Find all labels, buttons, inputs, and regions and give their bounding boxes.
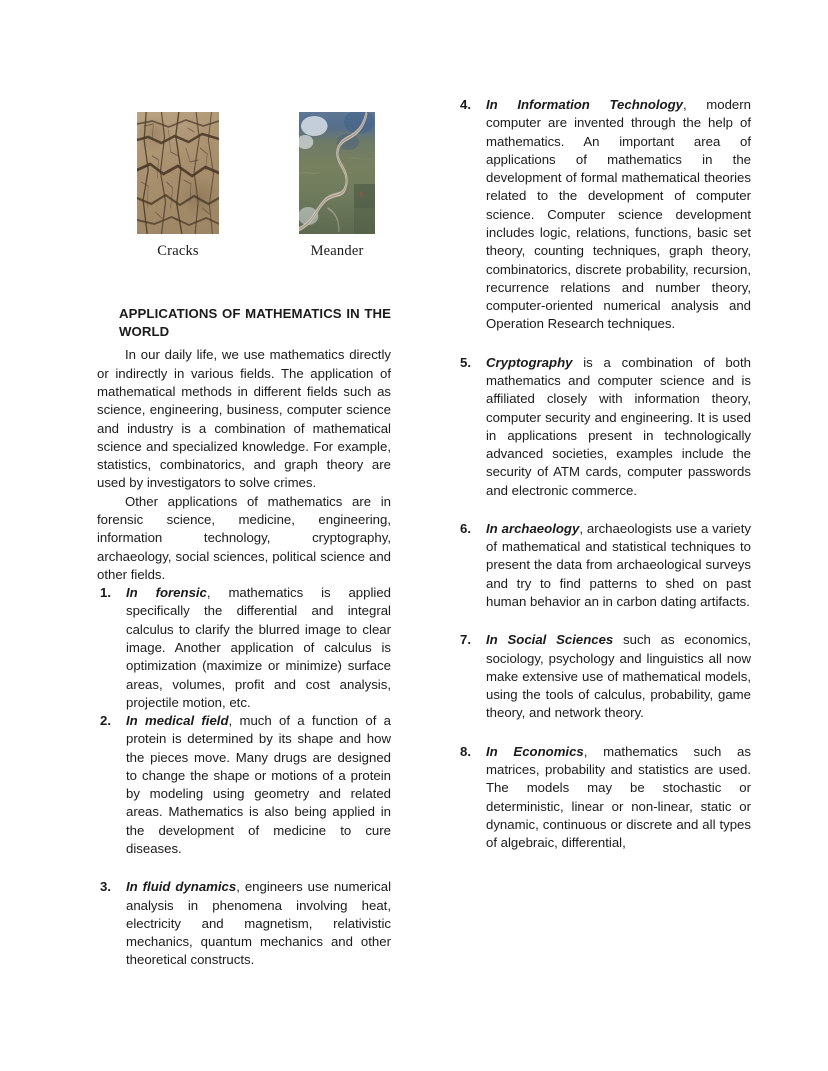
list-item-lead: In Economics — [486, 743, 584, 759]
intro-paragraph-1: In our daily life, we use mathematics directly or indirectly in various fields. The application of mathematical methods in different fields such as science, engineering, business, computer science and industry is a combination of mathematical science and specialized knowledge. For example, statistics, combinatorics, and graph theory are used by investigators to solve crimes. — [97, 347, 391, 491]
aerial-river-photo — [299, 112, 375, 234]
list-item — [97, 712, 391, 858]
list-item-number: 8. — [460, 743, 471, 759]
intro-paragraph-2: Other applications of mathematics are in forensic science, medicine, engineering, information technology, cryptography, archaeology, social sciences, political science and other fields. — [97, 493, 391, 582]
list-item — [457, 354, 751, 500]
list-item-body: , mathematics such as matrices, probability and statistics are used. The models may be stochastic or deterministic, linear or non-linear, static or dynamic, continuous or discrete and all types of algebraic, differential, — [486, 743, 751, 851]
list-item-lead: In Social Sciences — [486, 632, 614, 648]
list-item — [457, 743, 751, 853]
figure-caption-meander: Meander — [310, 243, 364, 259]
figure-caption-cracks: Cracks — [157, 243, 199, 259]
list-item — [97, 878, 391, 969]
list-item-lead: In archaeology — [486, 520, 580, 536]
list-item-number: 3. — [100, 879, 111, 895]
right-column — [457, 96, 751, 852]
list-item-number: 4. — [460, 97, 471, 112]
list-item-number: 6. — [460, 520, 471, 536]
list-item-number: 7. — [460, 632, 471, 648]
figure-row — [97, 96, 415, 276]
list-item-number: 1. — [100, 585, 111, 601]
cracked-earth-photo — [137, 112, 219, 234]
list-item — [97, 584, 391, 712]
list-item-lead: In forensic — [126, 585, 207, 601]
list-item-body: , modern computer are invented through the help of mathematics. An important area of applications of mathematics in the development of formal mathematical theories related to the development of computer science. Computer science development includes logic, relations, functions, basic set theory, counting techniques, graph theory, combinatorics, discrete probability, recursion, recurrence relations and number theory, computer-oriented numerical analysis and Operation Research techniques. — [486, 97, 751, 332]
list-item-lead: In fluid dynamics — [126, 879, 237, 895]
list-item-lead: In Information Technology — [486, 97, 683, 112]
list-item — [457, 631, 751, 722]
list-item-body: , mathematics is applied specifically the differential and integral calculus to clarify the blurred image to clear image. Another application of calculus is optimization (maximize or minimize) surface areas, volumes, profit and cost analysis, projectile motion, etc. — [126, 585, 392, 710]
page-title: APPLICATIONS OF MATHEMATICS IN THE WORLD — [119, 306, 391, 340]
list-item-body: , much of a function of a protein is determined by its shape and how the pieces move. Many drugs are designed to change the shape or motions of a protein by modeling using geometry and related areas. Mathematics is also being applied in the development of medicine to cure diseases. — [126, 713, 391, 857]
list-item-number: 5. — [460, 354, 471, 370]
left-column — [97, 96, 391, 970]
figure-cracks — [137, 112, 219, 260]
list-item — [457, 96, 751, 334]
list-item-number: 2. — [100, 713, 111, 729]
list-item — [457, 520, 751, 611]
list-item-body: such as economics, sociology, psychology and linguistics all now make extensive use of mathematical models, using the tools of calculus, probability, game theory, and network theory. — [486, 632, 751, 721]
list-item-body: , engineers use numerical analysis in phenomena involving heat, electricity and magnetism, relativistic mechanics, quantum mechanics and other theoretical constructs. — [126, 879, 391, 968]
figure-meander — [299, 112, 375, 260]
cracked-earth-crack-lines — [137, 112, 219, 234]
list-item-body: is a combination of both mathematics and computer science and is affiliated closely with information theory, computer security and engineering. It is used in applications present in technologically advanced societies, examples include the security of ATM cards, computer passwords and electronic commerce. — [486, 354, 751, 498]
list-item-lead: In medical field — [126, 713, 229, 729]
applications-list-left — [97, 584, 391, 970]
list-item-lead: Cryptography — [486, 354, 573, 370]
list-item-body: , archaeologists use a variety of mathematical and statistical techniques to present the data from archaeological surveys and try to find patterns to shed on past human behavior an in carbon dating artifacts. — [486, 520, 752, 610]
applications-list-right — [457, 96, 751, 852]
aerial-river-channel — [299, 112, 375, 234]
